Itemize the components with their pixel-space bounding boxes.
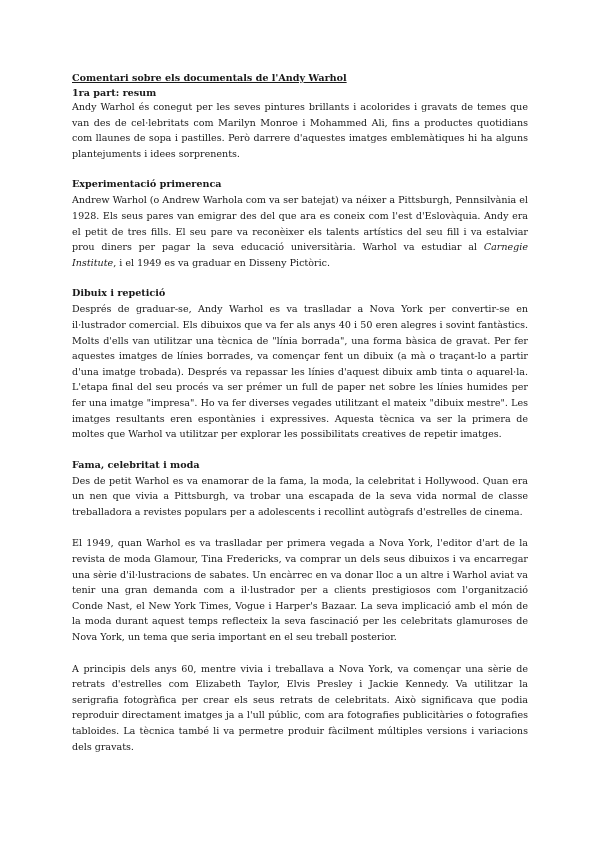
section-fama-para2: El 1949, quan Warhol es va traslladar per primera vegada a Nova York, l'editor d'art de la revista de moda Glamour, Tina Fredericks, va comprar un dels seus dibuixos i va encarregar una sèrie d'il·lustracions de sabates. Un encàrrec en va donar lloc a un altre i Warhol aviat va tenir una gran demanda com a il·lustrador per a clients prestigiosos com l'organització Conde Nast, el New York Times, Vogue i Harper's Bazaar. La seva implicació amb el món de la moda durant aquest temps reflecteix la seva fascinació per les celebritats glamuroses de Nova York, un tema que seria important en el seu treball posterior. (72, 538, 528, 644)
experimentacio-text-2: , i el 1949 es va graduar en Disseny Pictòric. (113, 257, 331, 269)
section-fama-para1: Des de petit Warhol es va enamorar de la fama, la moda, la celebritat i Hollywood. Quan era un nen que vivia a Pittsburgh, va trobar una escapada de la seva vida normal de classe treballadora a revistes populars per a adolescents i recollint autògrafs d'estrelles de cinema. (72, 475, 528, 518)
section-dibuix-body: Després de graduar-se, Andy Warhol es va traslladar a Nova York per convertir-se en il·lustrador comercial. Els dibuixos que va fer als anys 40 i 50 eren alegres i sovint fantàstics. Molts d'ells van utilitzar una tècnica de "línia borrada", una forma bàsica de gravat. Per fer aquestes imatges de línies borrades, va començar fent un dibuix (a mà o traçant-lo a partir d'una imatge trobada). Després va repassar les línies d'aquest dibuix amb tinta o aquarel·la. L'etapa final del seu procés va ser prémer un full de paper net sobre les línies humides per fer una imatge "impresa". Ho va fer diverses vegades utilitzant el mateix "dibuix mestre". Les imatges resultants eren espontànies i expressives. Aquesta tècnica va ser la primera de moltes que Warhol va utilitzar per explorar les possibilitats creatives de repetir imatges. (72, 304, 528, 441)
part1-body: Andy Warhol és conegut per les seves pintures brillants i acolorides i gravats de temes que van des de cel·lebritats com Marilyn Monroe i Mohammed Ali, fins a productes quotidians com llaunes de sopa i pastilles. Però darrere d'aquestes imatges emblemàtiques hi ha alguns plantejuments i idees sorprenents. (72, 102, 528, 160)
document-page (72, 72, 528, 755)
section-experimentacio-body (72, 193, 528, 271)
section-fama-heading: Fama, celebritat i moda (72, 459, 200, 471)
section-dibuix-heading: Dibuix i repetició (72, 288, 166, 300)
section-experimentacio-heading: Experimentació primerenca (72, 179, 222, 191)
experimentacio-text-1: Andrew Warhol (o Andrew Warhola com va ser batejat) va néixer a Pittsburgh, Pennsilvània el 1928. Els seus pares van emigrar des del que ara es coneix com l'est d'Eslovàquia. Andy era el petit de tres fills. El seu pare va reconèixer els talents artístics del seu fill i va estalviar prou diners per pagar la seva educació universitària. Warhol va estudiar al (72, 195, 528, 254)
document-title: Comentari sobre els documentals de l'Andy Warhol (72, 73, 347, 84)
carnegie-institute-italic: Carnegie Institute (72, 242, 528, 269)
part1-heading: 1ra part: resum (72, 88, 157, 99)
section-fama-para3: A principis dels anys 60, mentre vivia i treballava a Nova York, va començar una sèrie de retrats d'estrelles com Elizabeth Taylor, Elvis Presley i Jackie Kennedy. Va utilitzar la serigrafia fotogràfica per crear els seus retrats de celebritats. Això significava que podia reproduir directament imatges ja a l'ull públic, com ara fotografies publicitàries o fotografies tabloides. La tècnica també li va permetre produir fàcilment múltiples versions i variacions dels gravats. (72, 663, 528, 753)
